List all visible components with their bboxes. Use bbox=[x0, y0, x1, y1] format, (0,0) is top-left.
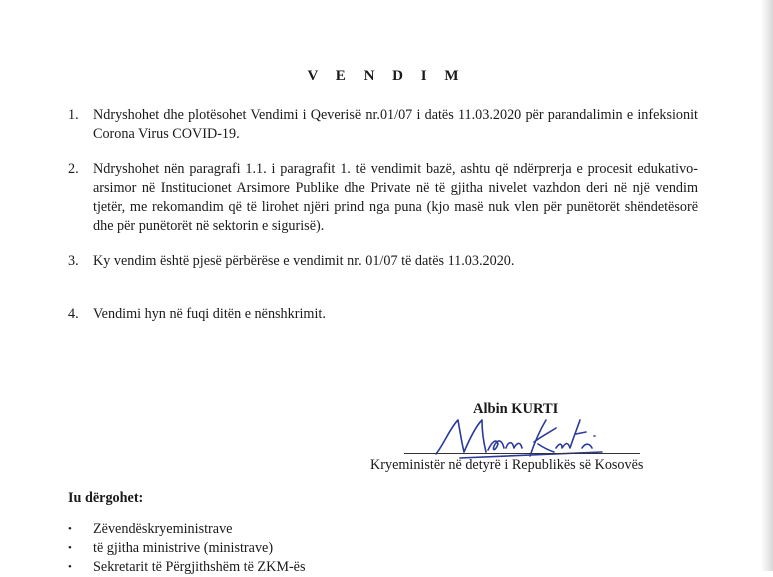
item-text: Ky vendim është pjesë përbërëse e vendimit nr. 01/07 të datës 11.03.2020. bbox=[93, 253, 515, 269]
bullet-icon: • bbox=[68, 523, 72, 535]
signer-name: Albin KURTI bbox=[473, 401, 559, 417]
item-text: Ndryshohet nën paragrafi 1.1. i paragrafit 1. të vendimit bazë, ashtu që ndërprerja e procesit edukativo-arsimor në Institucionet Arsimore Publike dhe Private në të gjitha nivelet vazhdon deri në një vendim tjetër, me rekomandim që të lirohet njëri prind nga puna (kjo masë nuk vlen për punëtorët shëndetësorë dhe për punëtorët në sektorin e sigurisë). bbox=[93, 161, 698, 234]
distribution-heading: Iu dërgohet: bbox=[68, 490, 144, 506]
signer-title: Kryeministër në detyrë i Republikës së Kosovës bbox=[370, 457, 644, 473]
decision-item bbox=[68, 305, 698, 324]
list-item bbox=[68, 520, 306, 539]
page-edge-shadow bbox=[761, 0, 773, 571]
recipient-label: Sekretarit të Përgjithshëm të ZKM-ës bbox=[93, 559, 306, 575]
list-item bbox=[68, 558, 306, 577]
item-text: Ndryshohet dhe plotësohet Vendimi i Qeverisë nr.01/07 i datës 11.03.2020 për parandalimin e infeksionit Corona Virus COVID-19. bbox=[93, 107, 698, 142]
item-text: Vendimi hyn në fuqi ditën e nënshkrimit. bbox=[93, 306, 326, 322]
bullet-icon: • bbox=[68, 561, 72, 573]
item-number: 1. bbox=[68, 107, 79, 123]
decision-item bbox=[68, 252, 698, 271]
item-number: 2. bbox=[68, 161, 79, 177]
decision-item bbox=[68, 106, 698, 144]
item-number: 3. bbox=[68, 253, 79, 269]
bullet-icon: • bbox=[68, 542, 72, 554]
list-item bbox=[68, 539, 306, 558]
recipient-label: Zëvendëskryeministrave bbox=[93, 521, 233, 537]
signature-line bbox=[404, 453, 640, 454]
item-number: 4. bbox=[68, 306, 79, 322]
handwritten-signature bbox=[430, 414, 610, 462]
distribution-list bbox=[68, 520, 306, 577]
document-title: V E N D I M bbox=[307, 68, 466, 84]
recipient-label: të gjitha ministrive (ministrave) bbox=[93, 540, 274, 556]
decision-item bbox=[68, 160, 698, 236]
